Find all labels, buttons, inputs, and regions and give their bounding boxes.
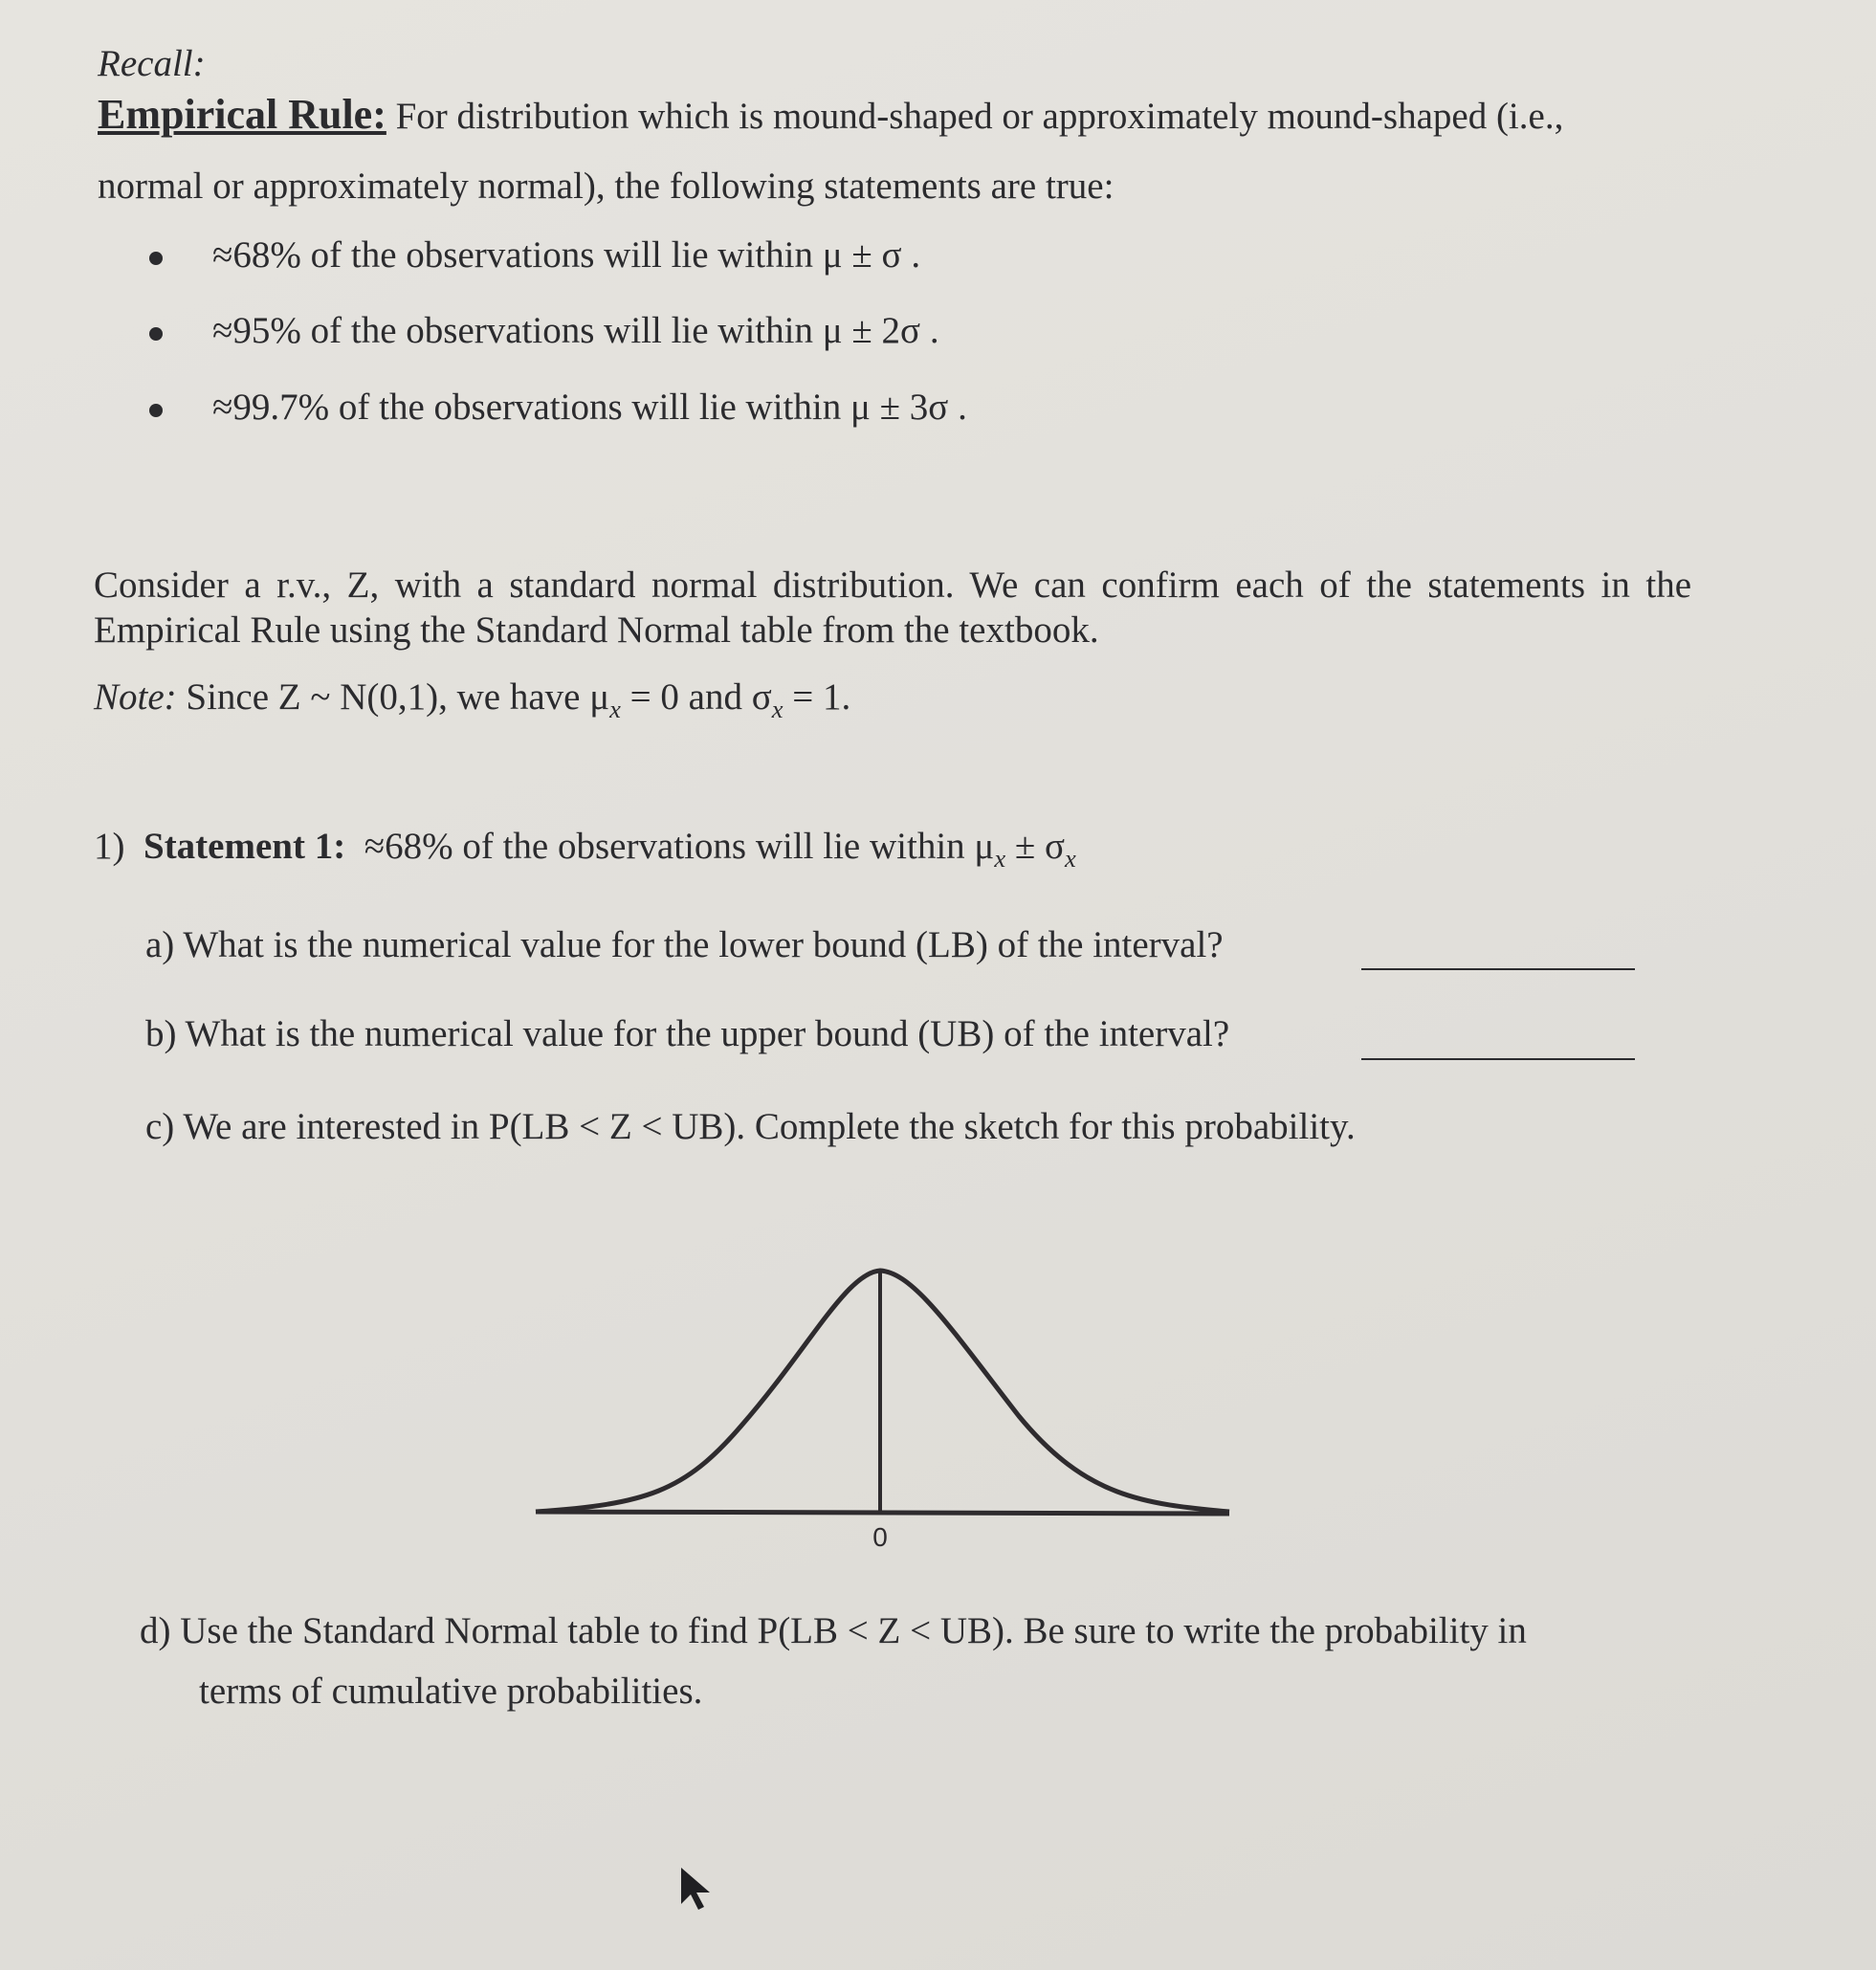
note-line — [94, 675, 850, 725]
statement-1 — [94, 825, 1076, 874]
horizontal-axis — [536, 1512, 1229, 1514]
empirical-rule-line-1 — [98, 90, 1563, 141]
answer-blank-lower-bound[interactable] — [1361, 968, 1635, 970]
recall-label: Recall: — [98, 43, 206, 84]
normal-curve-sketch — [531, 1253, 1234, 1560]
statement-mid: ± σ — [1005, 826, 1066, 867]
consider-paragraph: Consider a r.v., Z, with a standard normal distribution. We can confirm each of the statements in the Empirical Rule using the Standard Normal table from the textbook. — [94, 564, 1691, 651]
statement-number: 1) — [94, 826, 125, 867]
bullet-dot — [149, 327, 163, 341]
question-b: b) What is the numerical value for the upper bound (UB) of the interval? — [145, 1013, 1230, 1054]
center-label: 0 — [872, 1522, 888, 1552]
question-a: a) What is the numerical value for the lower bound (LB) of the interval? — [145, 924, 1224, 965]
bullet-dot — [149, 252, 163, 265]
bell-curve — [536, 1271, 1229, 1512]
bullet-dot — [149, 404, 163, 417]
question-d-continued: terms of cumulative probabilities. — [199, 1671, 703, 1712]
note-sub-x-2: x — [771, 694, 784, 723]
statement-text: ≈68% of the observations will lie within μ — [364, 826, 995, 867]
bullet-95: ≈95% of the observations will lie within μ ± 2σ . — [212, 310, 939, 351]
note-end: = 1. — [783, 676, 851, 718]
question-d: d) Use the Standard Normal table to find P(LB < Z < UB). Be sure to write the probability in — [140, 1610, 1527, 1651]
note-label: Note: — [94, 676, 177, 718]
empirical-rule-intro: For distribution which is mound-shaped or approximately mound-shaped (i.e., — [395, 96, 1564, 137]
bullet-99-7: ≈99.7% of the observations will lie within μ ± 3σ . — [212, 387, 967, 428]
answer-blank-upper-bound[interactable] — [1361, 1058, 1635, 1060]
note-sub-x: x — [609, 694, 621, 723]
statement-label: Statement 1: — [143, 826, 346, 867]
mouse-cursor-icon — [679, 1866, 714, 1914]
statement-sub-x-2: x — [1065, 843, 1076, 873]
empirical-rule-line-2: normal or approximately normal), the following statements are true: — [98, 166, 1115, 207]
question-c: c) We are interested in P(LB < Z < UB). Complete the sketch for this probability. — [145, 1106, 1356, 1147]
note-text: Since Z ~ N(0,1), we have μ — [186, 676, 610, 718]
empirical-rule-title: Empirical Rule: — [98, 91, 386, 138]
statement-sub-x: x — [994, 843, 1006, 873]
note-mid: = 0 and σ — [620, 676, 772, 718]
bullet-68: ≈68% of the observations will lie within μ ± σ . — [212, 234, 921, 276]
